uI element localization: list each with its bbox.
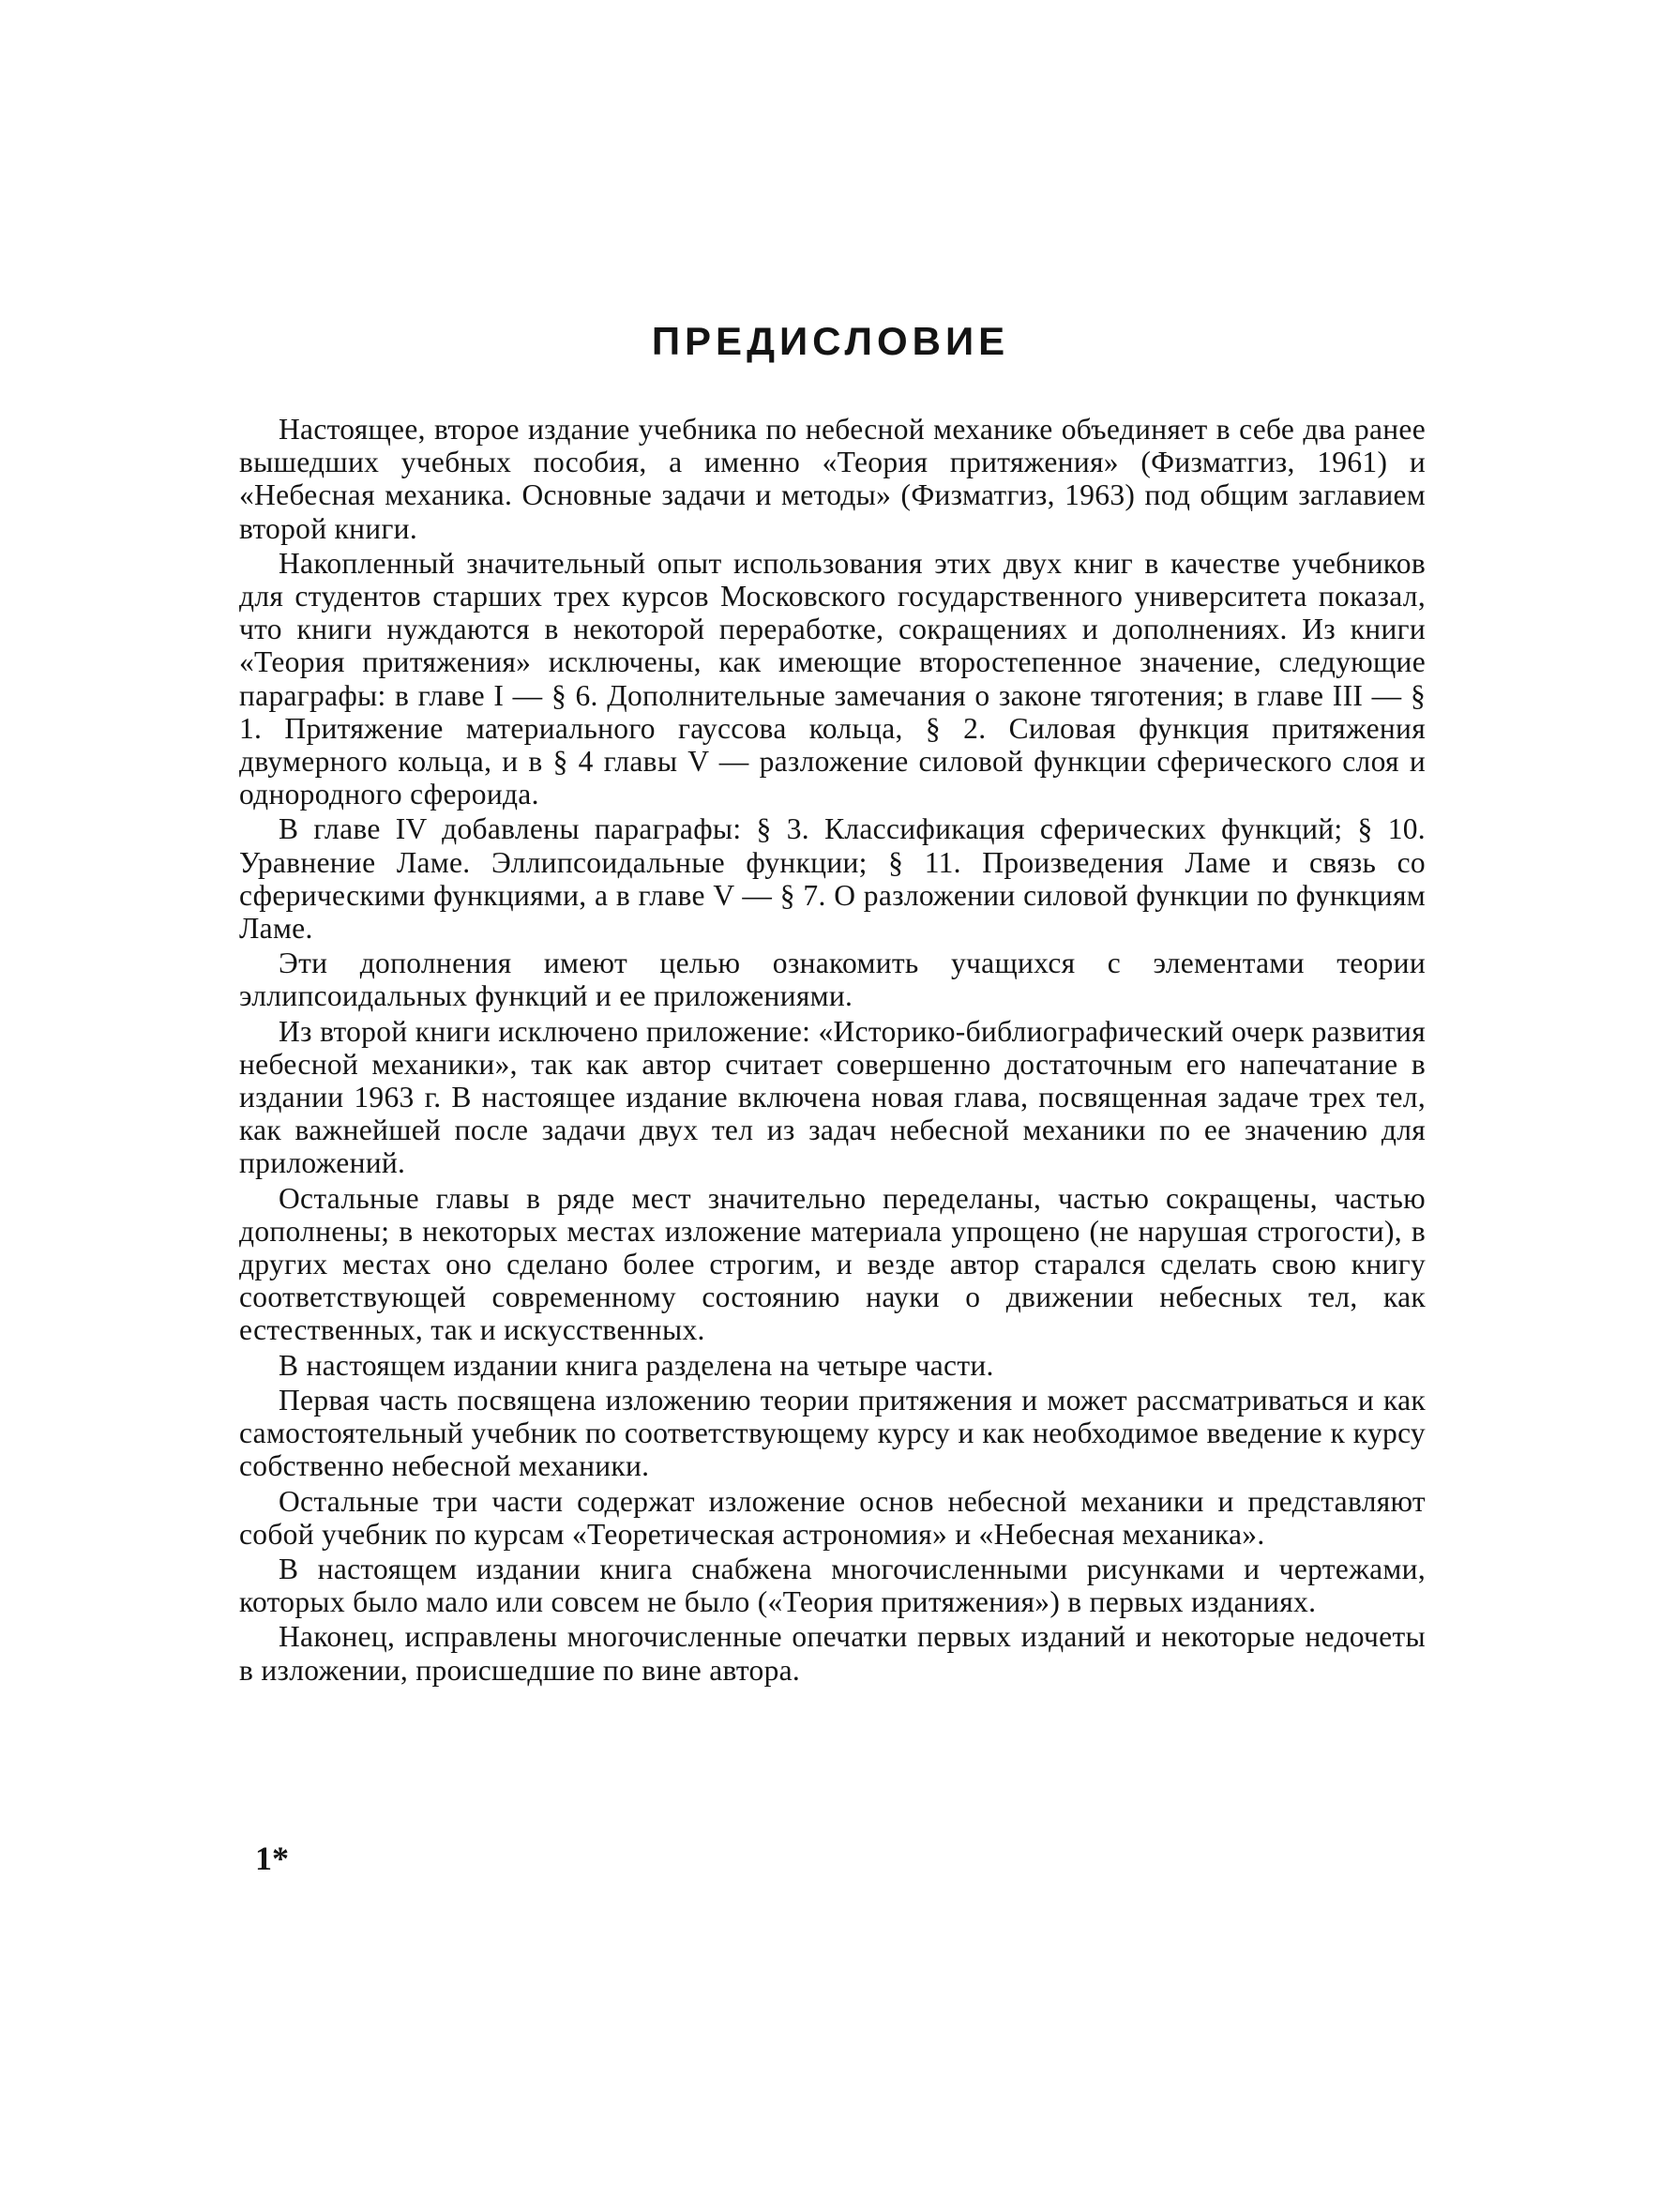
paragraph: Настоящее, второе издание учебника по небесной механике объединяет в себе два ранее вышедших учебных пособия, а именно «Теория притяжения» (Физматгиз, 1961) и «Небесная механика. Основные задачи и методы» (Физматгиз, 1963) под общим заглавием второй книги. — [239, 413, 1426, 545]
page-title: ПРЕДИСЛОВИЕ — [651, 319, 1010, 363]
paragraph: Из второй книги исключено приложение: «Историко-библиографический очерк развития небесной механики», так как автор считает совершенно достаточным его напечатание в издании 1963 г. В настоящее издание включена новая глава, посвященная задаче трех тел, как важнейшей после задачи двух тел из задач небесной механики по ее значению для приложений. — [239, 1014, 1426, 1180]
preface-body — [239, 413, 1426, 1689]
paragraph: В настоящем издании книга снабжена многочисленными рисунками и чертежами, которых было мало или совсем не было («Теория притяжения») в первых изданиях. — [239, 1552, 1426, 1619]
paragraph: Наконец, исправлены многочисленные опечатки первых изданий и некоторые недочеты в изложении, происшедшие по вине автора. — [239, 1620, 1426, 1687]
paragraph: Накопленный значительный опыт использования этих двух книг в качестве учебников для студентов старших трех курсов Московского государственного университета показал, что книги нуждаются в некоторой переработке, сокращениях и дополнениях. Из книги «Теория притяжения» исключены, как имеющие второстепенное значение, следующие параграфы: в главе I — § 6. Дополнительные замечания о законе тяготения; в главе III — § 1. Притяжение материального гауссова кольца, § 2. Силовая функция притяжения двумерного кольца, и в § 4 главы V — разложение силовой функции сферического слоя и однородного сфероида. — [239, 546, 1426, 811]
paragraph: В главе IV добавлены параграфы: § 3. Классификация сферических функций; § 10. Уравнение Ламе. Эллипсоидальные функции; § 11. Произведения Ламе и связь со сферическими функциями, а в главе V — § 7. О разложении силовой функции по функциям Ламе. — [239, 812, 1426, 946]
paragraph: Остальные главы в ряде мест значительно переделаны, частью сокращены, частью дополнены; в некоторых местах изложение материала упрощено (не нарушая строгости), в других местах оно сделано более строгим, и везде автор старался сделать свою книгу соответствующей современному состоянию науки о движении небесных тел, как естественных, так и искусственных. — [239, 1181, 1426, 1347]
paragraph: Первая часть посвящена изложению теории притяжения и может рассматриваться и как самостоятельный учебник по соответствующему курсу и как необходимое введение к курсу собственно небесной механики. — [239, 1383, 1426, 1483]
paragraph: В настоящем издании книга разделена на четыре части. — [279, 1348, 994, 1382]
paragraph: Эти дополнения имеют целью ознакомить учащихся с элементами теории эллипсоидальных функций и ее приложениями. — [239, 947, 1426, 1013]
page-number: 1* — [255, 1840, 289, 1877]
paragraph: Остальные три части содержат изложение основ небесной механики и представляют собой учебник по курсам «Теоретическая астрономия» и «Небесная механика». — [239, 1484, 1426, 1551]
